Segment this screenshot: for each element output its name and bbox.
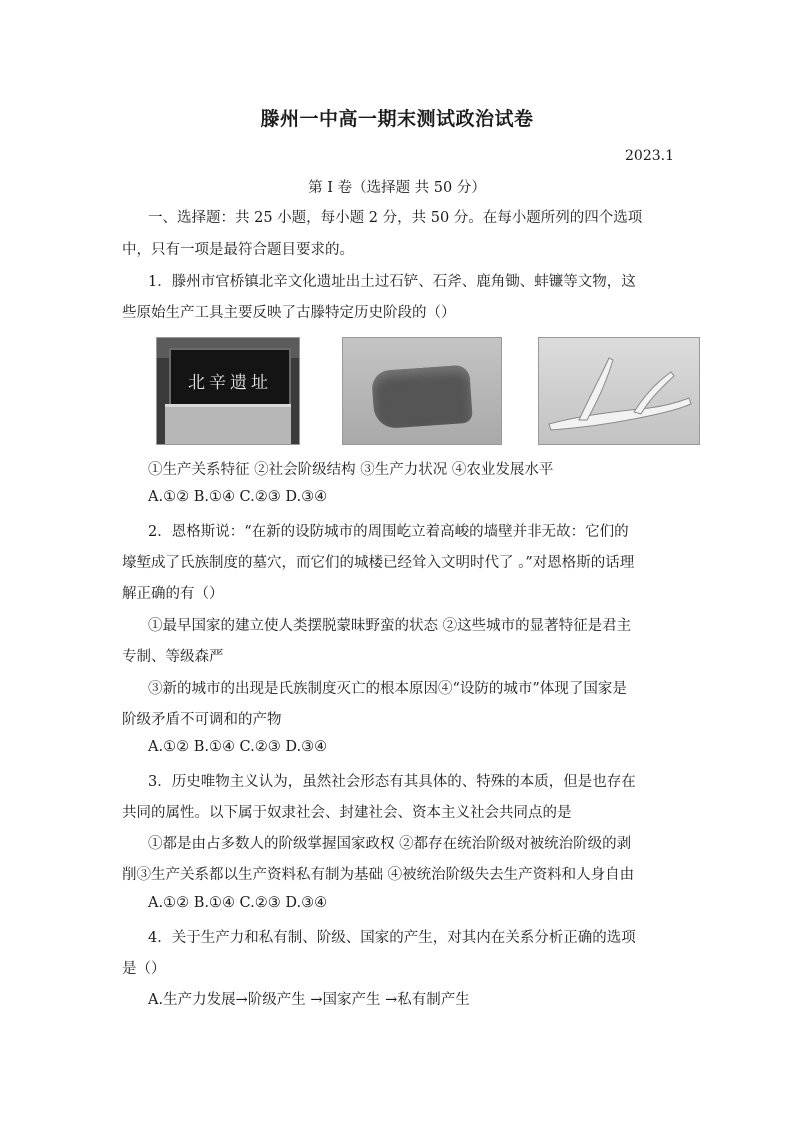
q2-statement-1-line-2: 专制、等级森严 <box>122 649 224 665</box>
instructions-line-2: 中，只有一项是最符合题目要求的。 <box>122 242 354 258</box>
stone-base <box>165 404 291 445</box>
q2-stem-line-3: 解正确的有（） <box>122 586 224 602</box>
q2-statement-1-line-1: ①最早国家的建立使人类摆脱蒙昧野蛮的状态 ②这些城市的显著特征是君主 <box>148 618 632 634</box>
exam-title: 滕州一中高一期末测试政治试卷 <box>260 108 534 130</box>
q2-stem-line-2: 壕堑成了氏族制度的墓穴，而它们的城楼已经耸入文明时代了 。”对恩格斯的话理 <box>122 555 635 571</box>
antler-illustration <box>539 338 699 444</box>
section-heading: 第 I 卷（选择题 共 50 分） <box>308 180 486 196</box>
q3-stem-line-2: 共同的属性。以下属于奴隶社会、封建社会、资本主义社会共同点的是 <box>122 805 572 821</box>
q2-statement-2-line-2: 阶级矛盾不可调和的产物 <box>122 712 282 728</box>
q1-stem-line-1: 1．滕州市官桥镇北辛文化遗址出土过石铲、石斧、鹿角锄、蚌镰等文物，这 <box>148 274 636 290</box>
q3-statements-line-1: ①都是由占多数人的阶级掌握国家政权 ②都存在统治阶级对被统治阶级的剥 <box>148 836 632 852</box>
q1-options: A.①② B.①④ C.②③ D.③④ <box>148 489 328 505</box>
q4-stem-line-2: 是（） <box>122 961 166 977</box>
site-stone-text: 北辛遗址 <box>188 373 272 393</box>
stone-tool-photo <box>342 337 502 445</box>
q4-option-a: A.生产力发展→阶级产生 →国家产生 →私有制产生 <box>148 992 470 1008</box>
q2-stem-line-1: 2．恩格斯说：“在新的设防城市的周围屹立着高峻的墙壁并非无故：它们的 <box>148 524 629 540</box>
antler-hoe-photo <box>538 337 700 445</box>
q1-statements: ①生产关系特征 ②社会阶级结构 ③生产力状况 ④农业发展水平 <box>148 462 554 478</box>
q3-statements-line-2: 削③生产关系都以生产资料私有制为基础 ④被统治阶级失去生产资料和人身自由 <box>122 867 635 883</box>
stone-tool <box>371 365 473 430</box>
site-stone-tablet <box>169 348 291 408</box>
q3-stem-line-1: 3．历史唯物主义认为，虽然社会形态有其具体的、特殊的本质，但是也存在 <box>148 774 636 790</box>
beixin-site-photo <box>156 337 300 445</box>
instructions-line-1: 一、选择题：共 25 小题，每小题 2 分，共 50 分。在每小题所列的四个选项 <box>148 210 643 226</box>
q3-options: A.①② B.①④ C.②③ D.③④ <box>148 895 328 911</box>
exam-date: 2023.1 <box>625 148 674 164</box>
q1-stem-line-2: 些原始生产工具主要反映了古滕特定历史阶段的（） <box>122 305 456 321</box>
q4-stem-line-1: 4．关于生产力和私有制、阶级、国家的产生，对其内在关系分析正确的选项 <box>148 930 636 946</box>
q2-statement-2-line-1: ③新的城市的出现是氏族制度灭亡的根本原因④“设防的城市”体现了国家是 <box>148 681 627 697</box>
q2-options: A.①② B.①④ C.②③ D.③④ <box>148 739 328 755</box>
